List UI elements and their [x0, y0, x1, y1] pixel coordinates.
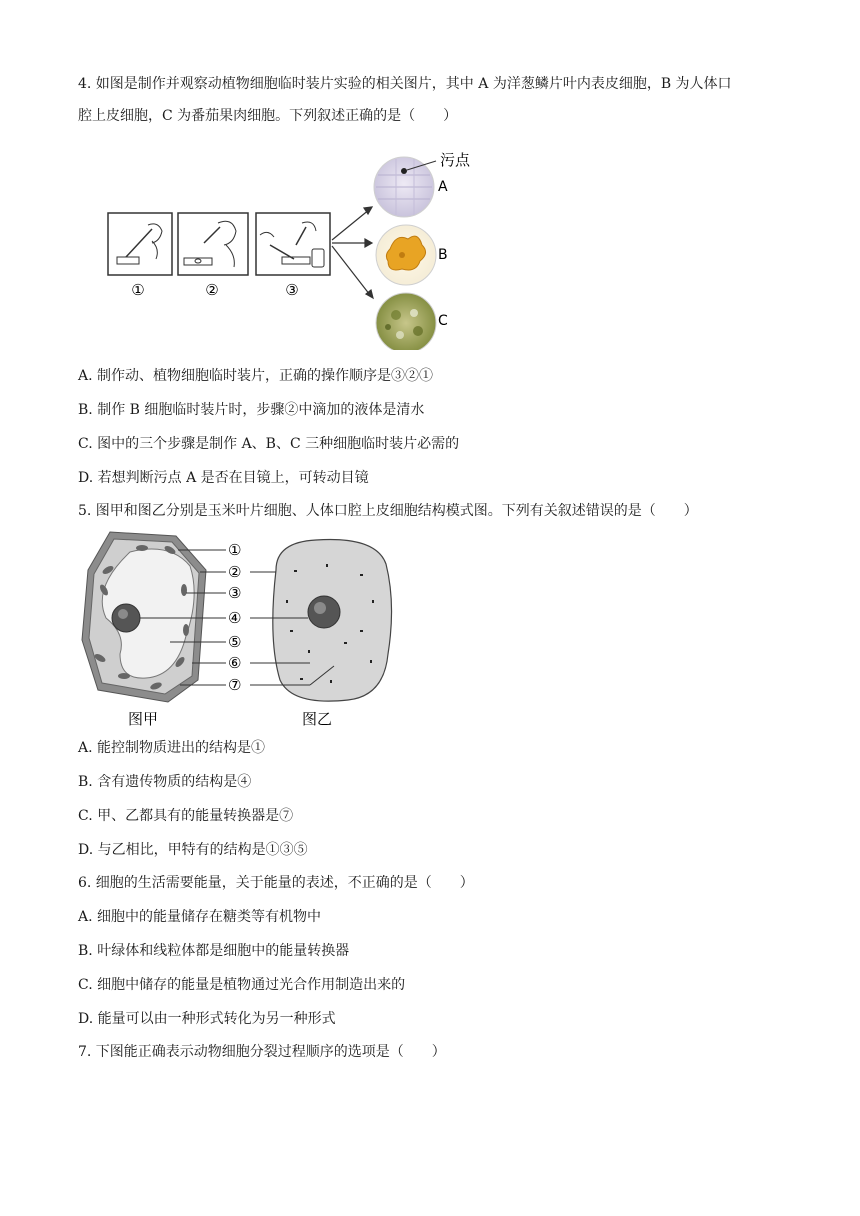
cell-label-c: C [438, 313, 448, 329]
q5-option-d: D. 与乙相比，甲特有的结构是①③⑤ [78, 842, 308, 858]
marker-7: ⑦ [228, 676, 242, 694]
caption-left: 图甲 [128, 710, 159, 728]
q5-stem: 5. 图甲和图乙分别是玉米叶片细胞、人体口腔上皮细胞结构模式图。下列有关叙述错误的是（ ） [78, 503, 698, 519]
cell-label-b: B [438, 247, 448, 263]
human-cell-view [376, 225, 436, 285]
q4-option-c: C. 图中的三个步骤是制作 A、B、C 三种细胞临时装片必需的 [78, 436, 460, 452]
marker-6: ⑥ [228, 654, 242, 672]
q5-option-c: C. 甲、乙都具有的能量转换器是⑦ [78, 808, 294, 824]
step-panel-2 [178, 213, 248, 275]
q5-figure [80, 530, 400, 730]
q4-option-d: D. 若想判断污点 A 是否在目镜上，可转动目镜 [78, 470, 369, 486]
marker-2: ② [228, 563, 242, 581]
cell-label-a: A [438, 179, 448, 195]
marker-1: ① [228, 541, 242, 559]
q4-stem-line1: 4. 如图是制作并观察动植物细胞临时装片实验的相关图片，其中 A 为洋葱鳞片叶内表皮细胞，B 为人体口 [78, 76, 732, 92]
q6-option-d: D. 能量可以由一种形式转化为另一种形式 [78, 1011, 336, 1027]
q6-option-a: A. 细胞中的能量储存在糖类等有机物中 [78, 909, 322, 925]
q4-option-a: A. 制作动、植物细胞临时装片，正确的操作顺序是③②① [78, 368, 434, 384]
q4-stem-line2: 腔上皮细胞，C 为番茄果肉细胞。下列叙述正确的是（ ） [78, 108, 458, 124]
marker-4: ④ [228, 609, 242, 627]
step-panel-3 [256, 213, 330, 275]
q7-stem: 7. 下图能正确表示动物细胞分裂过程顺序的选项是（ ） [78, 1044, 446, 1060]
step-label-2: ② [205, 281, 219, 299]
marker-5: ⑤ [228, 633, 242, 651]
step-label-3: ③ [285, 281, 299, 299]
q6-option-c: C. 细胞中储存的能量是植物通过光合作用制造出来的 [78, 977, 406, 993]
marker-3: ③ [228, 584, 242, 602]
q4-figure [100, 145, 480, 350]
arrows [332, 207, 373, 298]
step-panel-1 [108, 213, 172, 275]
onion-cell-view [374, 157, 436, 217]
q4-option-b: B. 制作 B 细胞临时装片时，步骤②中滴加的液体是清水 [78, 402, 425, 418]
plant-cell [82, 532, 206, 702]
q5-option-a: A. 能控制物质进出的结构是① [78, 740, 266, 756]
tomato-cell-view [376, 293, 436, 350]
caption-right: 图乙 [302, 710, 333, 728]
animal-cell [273, 540, 392, 702]
q6-option-b: B. 叶绿体和线粒体都是细胞中的能量转换器 [78, 943, 350, 959]
q5-option-b: B. 含有遗传物质的结构是④ [78, 774, 252, 790]
step-label-1: ① [131, 281, 145, 299]
q6-stem: 6. 细胞的生活需要能量，关于能量的表述，不正确的是（ ） [78, 875, 474, 891]
spot-label: 污点 [440, 151, 471, 169]
